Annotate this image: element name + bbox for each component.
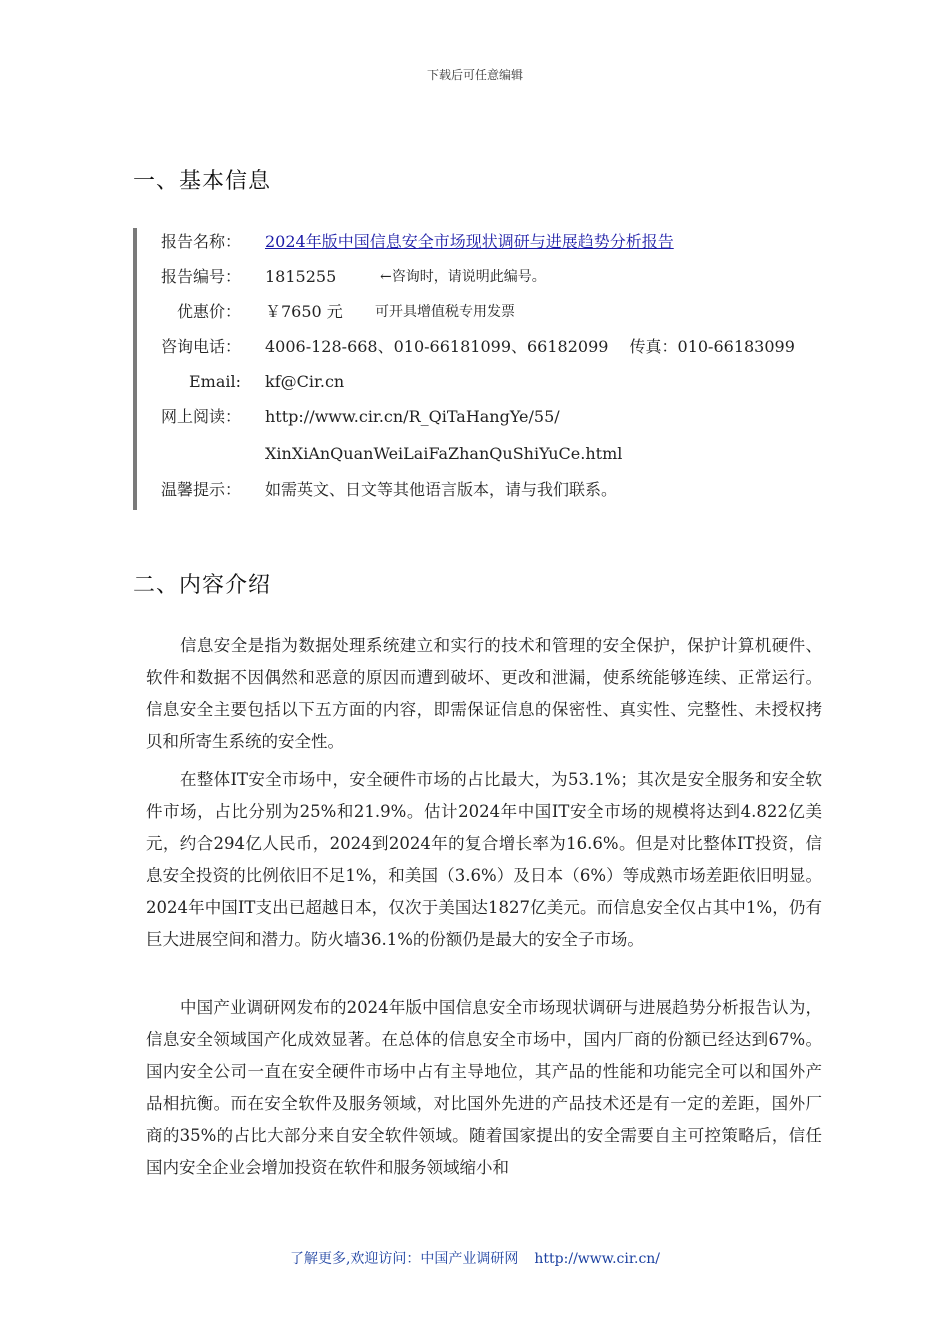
page-header-note: 下载后可任意编辑: [426, 68, 523, 82]
footer-text: 了解更多,欢迎访问：中国产业调研网: [289, 1251, 519, 1267]
price-value: ￥7650 元: [265, 302, 343, 321]
report-no-label: 报告编号：: [160, 267, 241, 286]
footer-url[interactable]: http://www.cir.cn/: [534, 1251, 661, 1267]
phone-label: 咨询电话：: [160, 337, 241, 356]
online-url-line-2[interactable]: XinXiAnQuanWeiLaiFaZhanQuShiYuCe.html: [265, 444, 623, 463]
basic-info-box: [133, 228, 837, 510]
paragraph-2: 在整体IT安全市场中，安全硬件市场的占比最大，为53.1%；其次是安全服务和安全软件市场，占比分别为25%和21.9%。估计2024年中国IT安全市场的规模将达到4.822亿美元，约合294亿人民币，2024到2024年的复合增长率为16.6%。但是对比整体IT投资，信息安全投资的比例依旧不足1%，和美国（3.6%）及日本（6%）等成熟市场差距依旧明显。2024年中国IT支出已超越日本，仅次于美国达1827亿美元。而信息安全仅占其中1%，仍有巨大进展空间和潜力。防火墙36.1%的份额仍是最大的安全子市场。: [146, 770, 822, 949]
online-label: 网上阅读：: [160, 407, 241, 426]
email-value[interactable]: kf@Cir.cn: [265, 372, 345, 391]
section-title-content-intro: 二、内容介绍: [133, 573, 272, 598]
tip-value: 如需英文、日文等其他语言版本，请与我们联系。: [265, 480, 618, 499]
report-name-link[interactable]: 2024年版中国信息安全市场现状调研与进展趋势分析报告: [265, 232, 674, 251]
email-label: Email:: [188, 372, 241, 391]
price-note: 可开具增值税专用发票: [375, 304, 515, 320]
section-title-basic-info: 一、基本信息: [133, 169, 272, 194]
online-url-line-1[interactable]: http://www.cir.cn/R_QiTaHangYe/55/: [265, 407, 560, 426]
page-footer: [0, 1248, 950, 1268]
report-name-label: 报告名称：: [160, 232, 241, 251]
paragraph-1: 信息安全是指为数据处理系统建立和实行的技术和管理的安全保护，保护计算机硬件、软件和数据不因偶然和恶意的原因而遭到破坏、更改和泄漏，使系统能够连续、正常运行。信息安全主要包括以下五方面的内容，即需保证信息的保密性、真实性、完整性、未授权拷贝和所寄生系统的安全性。: [146, 636, 822, 751]
report-no-note: ←咨询时，请说明此编号。: [380, 269, 546, 285]
phone-value: 4006-128-668、010-66181099、66182099 传真：010-66183099: [265, 337, 795, 356]
paragraph-3: 中国产业调研网发布的2024年版中国信息安全市场现状调研与进展趋势分析报告认为，信息安全领域国产化成效显著。在总体的信息安全市场中，国内厂商的份额已经达到67%。国内安全公司一直在安全硬件市场中占有主导地位，其产品的性能和功能完全可以和国外产品相抗衡。而在安全软件及服务领域，对比国外先进的产品技术还是有一定的差距，国外厂商的35%的占比大部分来自安全软件领域。随着国家提出的安全需要自主可控策略后，信任国内安全企业会增加投资在软件和服务领域缩小和: [146, 998, 822, 1177]
tip-label: 温馨提示：: [160, 480, 241, 499]
price-label: 优惠价：: [176, 302, 241, 321]
report-no-value: 1815255: [265, 267, 337, 286]
